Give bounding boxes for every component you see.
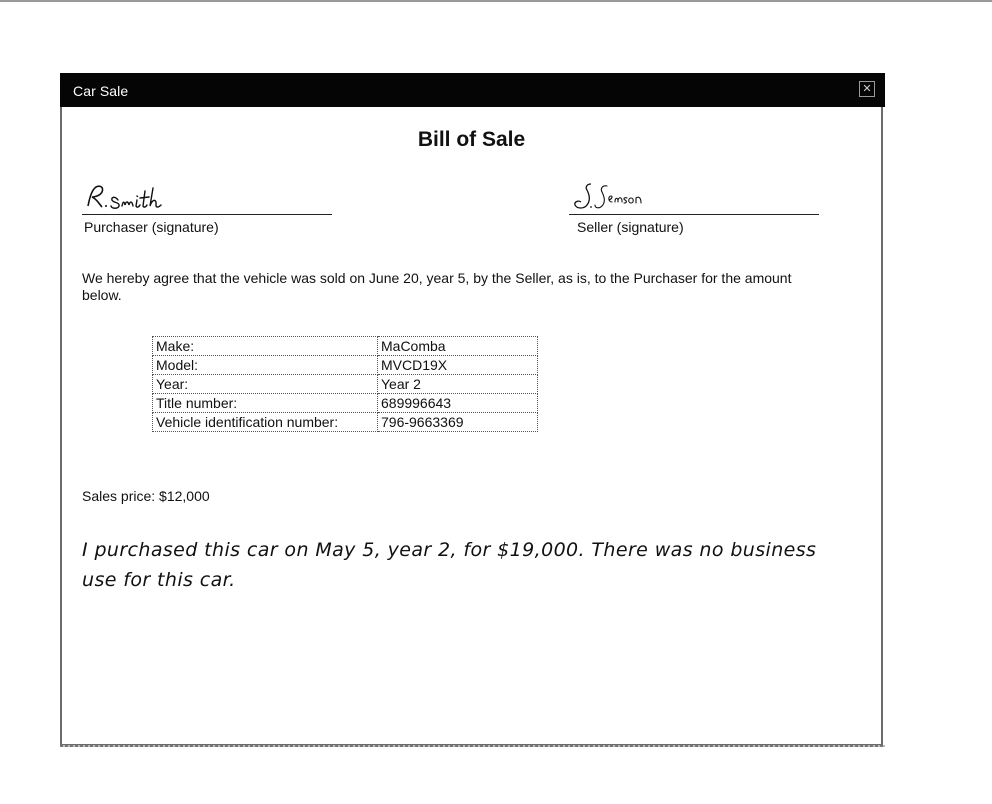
vin-label: Vehicle identification number: [153,413,378,432]
table-row [153,356,538,375]
seller-signature [569,178,819,215]
document-heading: Bill of Sale [417,128,526,151]
purchaser-signature-block [82,178,332,235]
scan-edge [60,745,885,747]
title-number-label: Title number: [153,394,378,413]
vin-value: 796-9663369 [378,413,538,432]
car-sale-window [60,73,883,746]
purchaser-signature-label: Purchaser (signature) [84,219,219,235]
table-row [153,375,538,394]
title-number-value: 689996643 [378,394,538,413]
sales-price: Sales price: $12,000 [82,488,210,504]
year-value: Year 2 [378,375,538,394]
title-bar [60,73,885,107]
vehicle-details-table [152,336,538,432]
make-label: Make: [153,337,378,356]
model-label: Model: [153,356,378,375]
model-value: MVCD19X [378,356,538,375]
purchaser-signature [82,178,332,215]
make-value: MaComba [378,337,538,356]
top-rule [0,0,992,2]
year-label: Year: [153,375,378,394]
table-row [153,413,538,432]
agreement-text: We hereby agree that the vehicle was sold on June 20, year 5, by the Seller, as is, to the Purchaser for the amount below. [82,270,792,303]
table-row [153,337,538,356]
close-icon[interactable]: ✕ [859,81,875,97]
window-title: Car Sale [73,83,129,99]
handwritten-note: I purchased this car on May 5, year 2, for $19,000. There was no business use for this car. [82,539,817,591]
table-row [153,394,538,413]
seller-signature-block [569,178,819,235]
seller-signature-label: Seller (signature) [577,219,684,235]
